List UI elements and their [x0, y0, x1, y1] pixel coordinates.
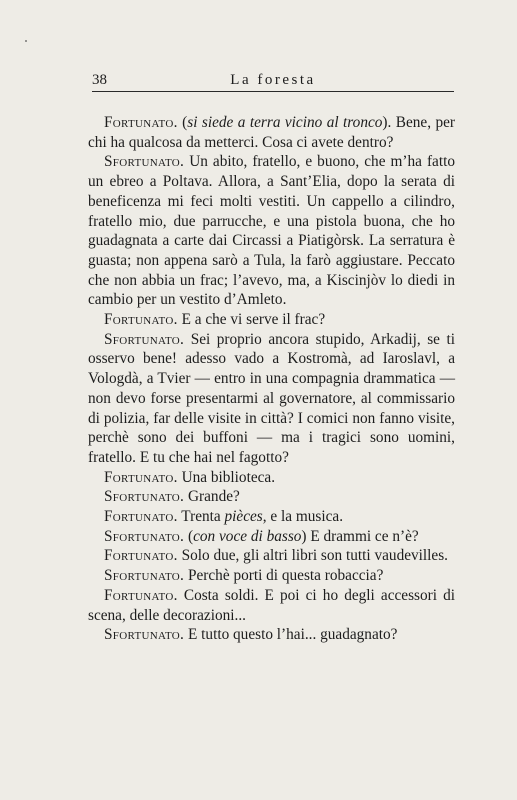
dialogue-line: Fortunato. (si siede a terra vicino al tronco). Bene, per chi ha qualcosa da metterci. Cosa ci avete dentro? — [88, 114, 456, 151]
speech-text: Bene, per chi ha qualcosa da metterci. Cosa ci avete dentro? — [88, 114, 456, 151]
speaker-name: Sfortunato. — [104, 153, 185, 171]
speech-text: , e la musica. — [262, 508, 344, 526]
dialogue-line — [88, 586, 455, 625]
running-title: La foresta — [230, 72, 316, 88]
dialogue-text — [88, 113, 455, 645]
speech-text: Grande? — [184, 488, 240, 506]
speaker-name: Sfortunato. — [104, 330, 185, 348]
dialogue-line — [88, 625, 455, 645]
speaker-name: Fortunato. — [104, 468, 178, 486]
speech-text: E drammi ce n’è? — [306, 527, 419, 545]
emphasized-word: pièces — [224, 508, 263, 526]
dialogue-line — [88, 310, 455, 330]
speaker-name: Sfortunato. — [104, 567, 185, 585]
dialogue-line — [88, 152, 455, 310]
paper-speck — [25, 40, 27, 42]
dialogue-line — [88, 507, 455, 527]
speech-text: E tutto questo l’hai... guadagnato? — [184, 626, 398, 644]
header-rule — [92, 91, 454, 92]
dialogue-line — [88, 330, 455, 468]
speaker-name: Fortunato. — [104, 547, 178, 565]
speech-text: Un abito, fratello, e buono, che m’ha fatto un ebreo a Poltava. Allora, a Sant’Elia, dopo la serata di beneficenza mi feci molti vestiti. Un cappello a cilindro, fratello mio, due parrucche, e una pistola buona, che ho guadagnata a carte dai Circassi a Piatigòrsk. La serratura è guasta; non appena sarò a Tula, la farò aggiustare. Peccato che non abbia un frac; l’avevo, ma, a Kiscinjòv lo diedi in cambio per un vestito d’Amleto. — [88, 153, 455, 309]
speech-text: Sei proprio ancora stupido, Arkadij, se ti osservo bene! adesso vado a Kostromà, ad Iaroslavl, a Vologdà, a Tvier — entro in una compagnia drammatica — non devo forse presentarmi al governatore, al commissario di polizia, far delle visite in città? I comici non fanno visite, perchè sono dei buffoni — ma i tragici sono uomini, fratello. E tu che hai nel fagotto? — [88, 330, 455, 466]
stage-direction: con voce di basso — [193, 527, 302, 545]
dialogue-line — [88, 487, 455, 507]
speaker-name: Fortunato. — [104, 311, 178, 329]
speech-text: Costa soldi. E poi ci ho degli accessori di scena, delle decorazioni... — [88, 586, 455, 624]
speech-text: E a che vi serve il frac? — [177, 311, 326, 329]
dialogue-line — [88, 566, 455, 586]
dialogue-line — [88, 468, 455, 488]
speaker-name: Fortunato. — [104, 586, 178, 604]
speaker-name: Sfortunato. — [104, 626, 185, 644]
speech-text: Trenta — [177, 508, 225, 526]
speaker-name: Fortunato. — [104, 508, 178, 526]
page-header — [92, 68, 454, 94]
speech-text: Una biblioteca. — [177, 468, 276, 486]
stage-direction: si siede a terra vicino al tronco — [187, 114, 383, 131]
speaker-name: Fortunato. — [104, 114, 178, 131]
speaker-name: Sfortunato. — [104, 527, 185, 545]
speech-text: Perchè porti di questa robaccia? — [184, 567, 384, 585]
speaker-name: Sfortunato. — [104, 488, 185, 506]
dialogue-line: Sfortunato. (con voce di basso) E drammi ce n’è? — [104, 527, 419, 545]
page-number: 38 — [92, 72, 107, 88]
dialogue-line — [88, 546, 455, 566]
speech-text: Solo due, gli altri libri son tutti vaudevilles. — [177, 547, 448, 565]
